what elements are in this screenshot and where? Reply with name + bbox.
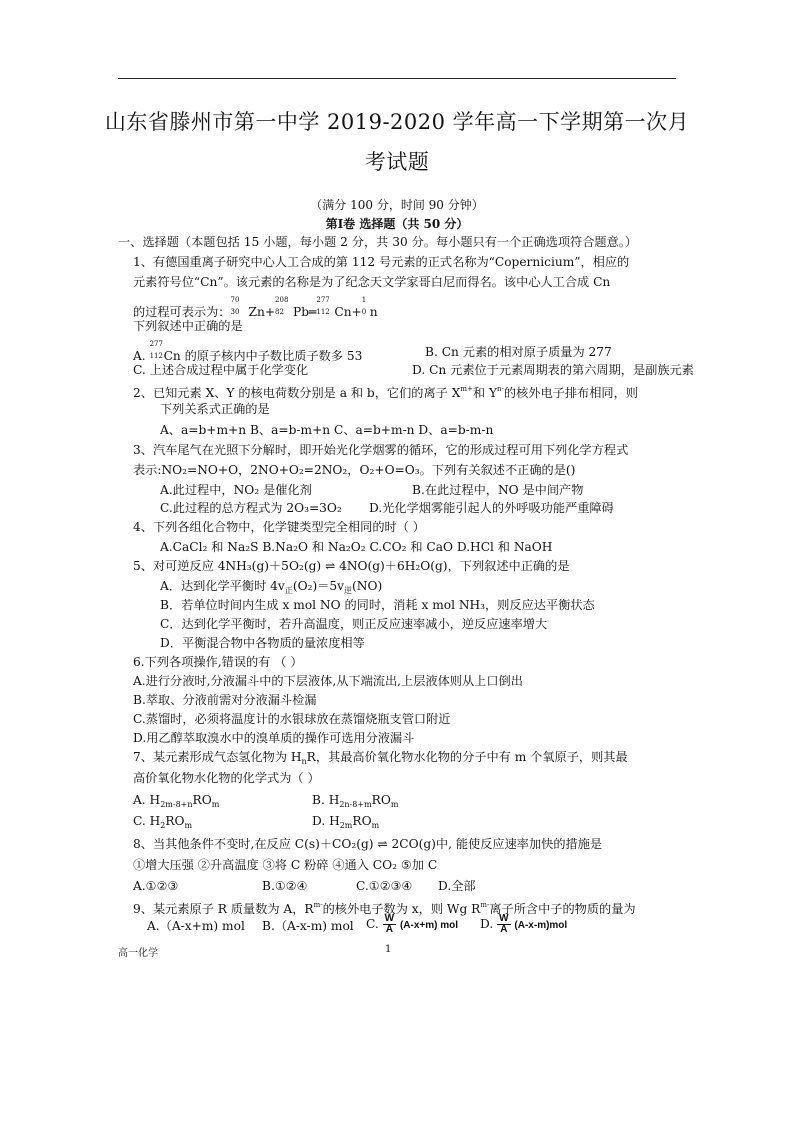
q5-option-b: B．若单位时间内生成 x mol NO 的同时，消耗 x mol NH₃，则反应达平衡状态 [160, 598, 595, 612]
q3-text-1: 3、汽车尾气在光照下分解时，即开始光化学烟雾的循环，它的形成过程可用下列化学方程式 [133, 443, 629, 457]
q9-option-d: D. $\frac{W}{A}$ (A-x-m)mol [480, 913, 568, 935]
q6-option-a: A.进行分液时,分液漏斗中的下层液体,从下端流出,上层液体则从上口倒出 [133, 674, 523, 688]
q8-conditions: ①增大压强 ②升高温度 ③将 C 粉碎 ④通入 CO₂ ⑤加 C [133, 858, 438, 872]
q1-option-d: D. Cn 元素位于元素周期表的第六周期，是副族元素 [412, 363, 694, 377]
section-intro: 一、选择题（本题包括 15 小题，每小题 2 分，共 30 分。每小题只有一个正确选项符合题意。） [118, 235, 638, 249]
q7-option-d: D. $H_{2m}RO_m$ [312, 814, 380, 830]
q3-option-a: A.此过程中，NO₂ 是催化剂 [160, 483, 312, 497]
q4-options: A.CaCl₂ 和 Na₂S B.Na₂O 和 Na₂O₂ C.CO₂ 和 CaO D.HCl 和 NaOH [160, 540, 553, 554]
q1-option-b: B. Cn 元素的相对原子质量为 277 [425, 345, 612, 359]
q9-option-b: B.（A-x-m) mol [262, 919, 354, 933]
q6-option-c: C.蒸馏时，必须将温度计的水银球放在蒸馏烧瓶支管口附近 [133, 712, 451, 726]
q6-option-b: B.萃取、分液前需对分液漏斗检漏 [133, 693, 317, 707]
q5-text-1: 5、对可逆反应 4NH₃(g)＋5O₂(g) ⇌ 4NO(g)＋6H₂O(g)，下列叙述中正确的是 [133, 559, 570, 573]
page-title: 山东省滕州市第一中学 2019-2020 学年高一下学期第一次月 [104, 110, 690, 134]
q2-options: A、a=b+m+n B、a=b-m+n C、a=b+m-n D、a=b-m-n [160, 423, 494, 437]
q2-text-2: 下列关系式正确的是 [160, 402, 270, 416]
q1-text-1: 1、有德国重离子研究中心人工合成的第 112 号元素的正式名称为“Copernicium”，相应的 [133, 255, 630, 269]
q3-option-c: C.此过程的总方程式为 2O₃=3O₂ [160, 501, 342, 515]
page-title-cont: 考试题 [364, 150, 430, 174]
q8-option-c: C.①②③④ [356, 879, 413, 893]
q3-option-d: D.光化学烟雾能引起人的外呼吸功能严重障碍 [369, 501, 614, 515]
q6-option-d: D.用乙醇萃取溴水中的溴单质的操作可选用分液漏斗 [133, 731, 415, 745]
q4-text-1: 4、下列各组化合物中，化学键类型完全相同的时（ ） [133, 520, 425, 534]
q8-option-d: D.全部 [438, 879, 476, 893]
q6-text-1: 6.下列各项操作,错误的有 （ ） [133, 655, 303, 669]
q9-option-c: C. $\frac{W}{A}$ (A-x+m) mol [366, 913, 459, 935]
q9-option-a: A.（A-x+m) mol [147, 919, 245, 933]
q9-text-1: 9、某元素原子 R 质量数为 A，$R^{m-}$的核外电子数为 x，则 Wg $R^{m-}$离子所含中子的物质的量为 [133, 901, 636, 916]
q1-text-2: 元素符号位“Cn”。该元素的名称是为了纪念天文学家哥白尼而得名。该中心人工合成 Cn [133, 275, 611, 289]
score-time: （满分 100 分，时间 90 分钟） [310, 198, 484, 212]
q7-text-2: 高价氧化物水化物的化学式为（ ） [133, 771, 320, 785]
q3-option-b: B.在此过程中，NO 是中间产物 [412, 483, 584, 497]
q7-text-1: 7、某元素形成气态氢化物为 $H_nR$，其最高价氧化物水化物的分子中有 m 个氧原子，则其最 [133, 750, 628, 766]
page-number: 1 [385, 944, 392, 955]
q7-option-b: B. $H_{2n-8+m}RO_m$ [312, 793, 399, 809]
footer-subject: 高一化学 [118, 948, 158, 959]
q3-text-2: 表示:NO₂=NO+O，2NO+O₂=2NO₂，O₂+O=O₃。下列有关叙述不正确的是() [133, 463, 576, 477]
header-rule [118, 78, 676, 79]
q8-option-b: B.①②④ [262, 879, 308, 893]
q8-option-a: A.①②③ [133, 879, 179, 893]
q5-option-a: A．达到化学平衡时 $4v_正(O_2)=5v_逆(NO)$ [160, 579, 383, 595]
q1-prompt: 下列叙述中正确的是 [133, 319, 243, 333]
q7-option-c: C. $H_2RO_m$ [133, 814, 193, 830]
q1-option-a: A. 277 112 Cn 的原子核内中子数比质子数多 53 [133, 340, 363, 363]
q2-text-1: 2、已知元素 X、Y 的核电荷数分别是 a 和 b，它们的离子 $X^{m+}$和 $Y^{n-}$的核外电子排布相同，则 [133, 385, 638, 400]
section-title: 第Ⅰ卷 选择题（共 50 分） [325, 217, 469, 231]
q7-option-a: A. $H_{2m-8+n}RO_m$ [133, 793, 220, 809]
q1-option-c: C. 上述合成过程中属于化学变化 [133, 363, 309, 377]
q8-text-1: 8、当其他条件不变时,在反应 C(s)＋CO₂(g) ⇌ 2CO(g)中, 能使反应速率加快的措施是 [133, 837, 603, 851]
q5-option-d: D．平衡混合物中各物质的量浓度相等 [160, 636, 365, 650]
q1-equation: 的过程可表示为： 70 30 Zn+ 208 82 Pb═ 277 112 Cn+ 1 0 n [133, 296, 378, 319]
q5-option-c: C．达到化学平衡时，若升高温度，则正反应速率减小，逆反应速率增大 [160, 617, 548, 631]
